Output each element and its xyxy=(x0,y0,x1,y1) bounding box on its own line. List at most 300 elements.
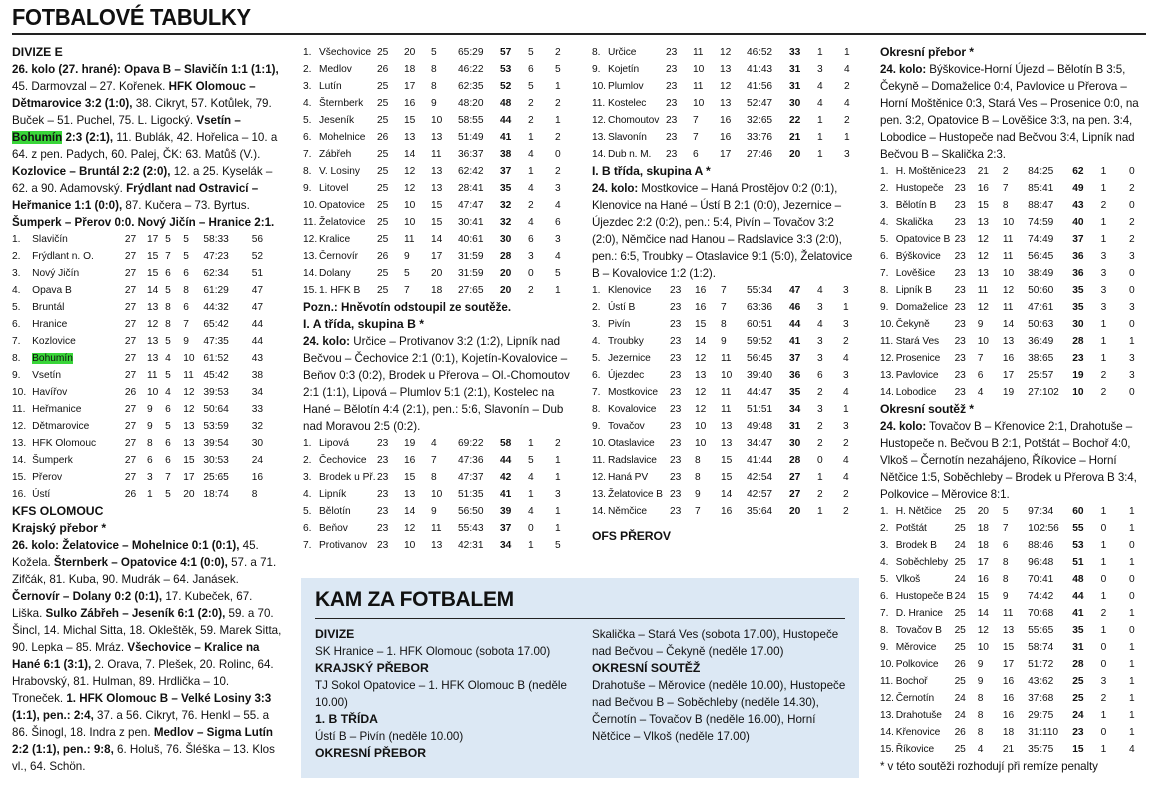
table-cell: 1. xyxy=(12,234,21,245)
table-cell: 5 xyxy=(528,455,534,466)
note-hnevotin: Pozn.: Hněvotín odstoupil ze soutěže. xyxy=(303,301,512,314)
table-cell: 62:35 xyxy=(458,81,484,92)
table-cell: 12 xyxy=(720,47,732,58)
table-cell: 2 xyxy=(843,506,849,517)
table-cell: 39 xyxy=(500,506,512,517)
table-cell: 5 xyxy=(183,251,189,262)
table-cell: 12 xyxy=(183,404,195,415)
table-cell: Chomoutov xyxy=(608,115,660,126)
table-cell: Medlov xyxy=(319,64,352,75)
box-divider xyxy=(315,618,845,619)
table-cell: 31:110 xyxy=(1028,727,1058,738)
table-cell: 8. xyxy=(303,166,312,177)
table-cell: 1 xyxy=(817,149,823,160)
table-cell: 1 xyxy=(528,438,534,449)
table-row xyxy=(12,265,282,282)
table-cell: 11 xyxy=(693,47,704,58)
table-cell: 7 xyxy=(183,319,189,330)
table-row xyxy=(12,469,282,486)
table-cell: 45:42 xyxy=(203,370,229,381)
result-scorers: Tovačov B – Křenovice 2:1, Drahotuše – Hustopeče n. Bečvou B 2:1, Potštát – Bochoř 4:0, Vlkoš – Černotín nezahájeno, Říkovice – Horní Nětčice 1:5, Soběchleby – Brodek u Přerova B 3:4, Polkovice – Měrovice 8:1. xyxy=(880,420,1137,501)
table-cell: 11 xyxy=(721,387,732,398)
table-cell: 35 xyxy=(500,183,512,194)
table-cell: 1 xyxy=(1100,336,1107,347)
table-cell: 25 xyxy=(954,557,966,568)
table-cell: 48 xyxy=(1072,574,1084,585)
table-row xyxy=(592,61,862,78)
table-cell: 13 xyxy=(1002,336,1015,347)
table-cell: Stará Ves xyxy=(895,336,940,347)
table-row xyxy=(592,129,862,146)
table-cell: 19 xyxy=(404,438,416,449)
table-cell: 3. xyxy=(880,200,889,211)
table-cell: 25 xyxy=(954,625,966,636)
divize-e-table xyxy=(12,231,282,503)
table-cell: 32:65 xyxy=(747,115,772,126)
table-cell: 10 xyxy=(183,353,195,364)
b-trida-results xyxy=(592,180,860,282)
table-cell: H. Nětčice xyxy=(895,506,942,517)
table-cell: 25 xyxy=(377,234,389,245)
table-row xyxy=(303,61,573,78)
table-cell: 5. xyxy=(303,506,312,517)
table-cell: 27 xyxy=(124,421,137,432)
table-cell: 65:42 xyxy=(203,319,229,330)
table-cell: 1 xyxy=(817,132,823,143)
table-cell: 14. xyxy=(592,149,606,160)
table-cell: 23 xyxy=(954,166,966,177)
table-cell: 16 xyxy=(720,115,732,126)
table-cell: 44 xyxy=(251,319,264,330)
result-bold: Vsetín – xyxy=(196,114,241,127)
table-cell: D. Hranice xyxy=(895,608,943,619)
table-cell: 15 xyxy=(695,319,707,330)
table-cell: 3 xyxy=(1129,370,1135,381)
table-cell: 3 xyxy=(555,183,561,194)
table-cell: 9 xyxy=(695,489,701,500)
table-cell: Slavičín xyxy=(32,234,68,245)
result-scorers: 59. a 70. Šincl, 14. Michal Sitta, 18. Okleštěk, 59. Marek Sitta, 90. Lepka – 85. Mráz. xyxy=(12,607,282,654)
table-cell: 1 xyxy=(1129,659,1135,670)
table-cell: 11 xyxy=(431,523,442,534)
table-cell: Prosenice xyxy=(895,353,941,364)
table-row xyxy=(303,129,573,146)
table-cell: 14. xyxy=(12,455,27,466)
table-cell: HFK Olomouc xyxy=(32,438,97,449)
table-cell: 25 xyxy=(377,81,389,92)
table-cell: 25 xyxy=(377,268,389,279)
table-cell: 25 xyxy=(377,183,389,194)
table-cell: 3. xyxy=(592,319,601,330)
table-cell: 1 xyxy=(1129,506,1135,517)
table-cell: 21 xyxy=(977,166,989,177)
table-cell: Domaželice xyxy=(895,302,948,313)
table-cell: 27 xyxy=(789,472,801,483)
table-cell: 16 xyxy=(251,472,264,483)
table-cell: 27 xyxy=(124,336,137,347)
table-row xyxy=(12,350,282,367)
table-cell: Skalička xyxy=(895,217,933,228)
table-cell: 10 xyxy=(431,489,443,500)
table-cell: 102:56 xyxy=(1028,523,1059,534)
table-row xyxy=(880,639,1148,656)
table-cell: Želatovice B xyxy=(608,489,663,500)
table-cell: 0 xyxy=(555,149,561,160)
table-cell: 0 xyxy=(817,455,823,466)
table-cell: 9. xyxy=(303,183,312,194)
table-cell: 10. xyxy=(592,438,606,449)
table-cell: Bělotín xyxy=(319,506,351,517)
table-cell: 17 xyxy=(183,472,195,483)
table-cell: Troubky xyxy=(608,336,644,347)
kam-match: SK Hranice – 1. HFK Olomouc (sobota 17.00) xyxy=(315,645,551,658)
result-item xyxy=(880,63,1139,161)
table-cell: 7. xyxy=(880,608,889,619)
table-cell: Beňov xyxy=(319,523,348,534)
table-cell: 27 xyxy=(124,438,137,449)
table-cell: 10 xyxy=(695,438,707,449)
table-cell: 7. xyxy=(880,268,889,279)
table-cell: 14 xyxy=(1002,319,1015,330)
table-cell: 61:52 xyxy=(203,353,229,364)
table-cell: Újezdec xyxy=(608,370,645,381)
table-row xyxy=(12,299,282,316)
table-cell: 23 xyxy=(666,47,678,58)
table-row xyxy=(880,707,1148,724)
table-row xyxy=(880,299,1148,316)
table-cell: 8. xyxy=(592,47,601,58)
table-cell: 47:37 xyxy=(458,472,484,483)
highlighted-team: Bohumín xyxy=(32,353,73,364)
table-cell: 2 xyxy=(1100,370,1107,381)
table-cell: 26 xyxy=(377,64,389,75)
table-cell: 8 xyxy=(183,285,189,296)
table-cell: 15 xyxy=(146,251,159,262)
table-cell: 1 xyxy=(1129,693,1135,704)
table-cell: 6 xyxy=(1002,540,1009,551)
table-row xyxy=(303,486,573,503)
table-row xyxy=(880,605,1148,622)
table-cell: 55:43 xyxy=(458,523,484,534)
table-row xyxy=(880,724,1148,741)
masthead xyxy=(12,3,1146,35)
table-cell: 3 xyxy=(528,251,534,262)
table-row xyxy=(12,333,282,350)
table-cell: 11 xyxy=(431,149,442,160)
table-cell: 3 xyxy=(1129,302,1135,313)
table-cell: 18 xyxy=(977,540,989,551)
table-cell: 3 xyxy=(555,234,561,245)
table-cell: 38:49 xyxy=(1028,268,1054,279)
table-cell: 8 xyxy=(1002,557,1009,568)
result-bold: Sulko Zábřeh – Jeseník 6:1 (2:0), xyxy=(45,607,226,620)
table-cell: 12. xyxy=(303,234,318,245)
table-cell: 1 xyxy=(1129,523,1135,534)
table-cell: 9. xyxy=(880,302,889,313)
table-cell: 28 xyxy=(500,251,512,262)
table-cell: 4 xyxy=(977,387,984,398)
table-row xyxy=(303,163,573,180)
column-3 xyxy=(592,44,860,545)
table-cell: 2 xyxy=(817,489,823,500)
section-heading-a-trida: I. A třída, skupina B * xyxy=(303,317,424,331)
table-row xyxy=(880,520,1148,537)
table-cell: 4 xyxy=(165,353,171,364)
table-cell: 12 xyxy=(146,319,159,330)
table-cell: 9. xyxy=(592,64,601,75)
table-cell: 1 xyxy=(1129,642,1135,653)
table-cell: Potštát xyxy=(895,523,927,534)
table-cell: 0 xyxy=(528,523,534,534)
table-cell: 14 xyxy=(431,234,443,245)
table-cell: 74:42 xyxy=(1028,591,1054,602)
table-cell: 6 xyxy=(165,404,171,415)
okresni-soutez-table xyxy=(880,503,1148,758)
table-cell: 23 xyxy=(666,81,678,92)
table-cell: 13 xyxy=(431,166,443,177)
table-row xyxy=(303,452,573,469)
table-row xyxy=(880,248,1148,265)
table-cell: 0 xyxy=(1129,268,1135,279)
table-cell: 56:45 xyxy=(1028,251,1054,262)
table-cell: 23 xyxy=(377,455,389,466)
table-cell: 4 xyxy=(528,183,534,194)
table-cell: 9 xyxy=(146,421,153,432)
krajsky-prebor-results xyxy=(12,537,282,775)
table-cell: 27 xyxy=(124,251,137,262)
table-cell: 1 xyxy=(1100,319,1107,330)
table-cell: 30:53 xyxy=(203,455,229,466)
table-cell: 60:51 xyxy=(747,319,772,330)
table-cell: 25 xyxy=(954,676,966,687)
table-cell: 20 xyxy=(977,506,989,517)
table-cell: 31 xyxy=(1072,642,1084,653)
table-cell: 2 xyxy=(555,438,561,449)
table-cell: 41 xyxy=(500,132,512,143)
table-row xyxy=(880,180,1148,197)
kam-heading: OKRESNÍ SOUTĚŽ xyxy=(592,661,701,675)
table-row xyxy=(303,197,573,214)
a-trida-table xyxy=(303,435,573,554)
table-row xyxy=(592,384,860,401)
table-row xyxy=(880,571,1148,588)
table-cell: 7 xyxy=(431,455,437,466)
table-cell: 43 xyxy=(251,353,264,364)
table-row xyxy=(592,418,860,435)
table-cell: 13 xyxy=(404,132,416,143)
table-cell: 36 xyxy=(1072,268,1084,279)
table-cell: 17 xyxy=(977,557,989,568)
table-cell: Kozlovice xyxy=(32,336,76,347)
table-cell: 44:32 xyxy=(203,302,229,313)
table-cell: 4 xyxy=(844,98,850,109)
table-cell: 5. xyxy=(12,302,21,313)
table-cell: 11. xyxy=(12,404,26,415)
subheading-okresni-prebor: Okresní přebor * xyxy=(880,45,974,59)
table-cell: 52:47 xyxy=(747,98,772,109)
table-cell: 4 xyxy=(528,472,534,483)
table-cell: 16 xyxy=(720,132,732,143)
table-cell: 11. xyxy=(592,455,606,466)
table-cell: 23 xyxy=(670,387,682,398)
table-cell: 4. xyxy=(880,217,889,228)
page-title: FOTBALOVÉ TABULKY xyxy=(12,4,251,30)
table-cell: 20 xyxy=(789,506,801,517)
table-cell: 15 xyxy=(721,455,733,466)
table-cell: 2 xyxy=(844,81,850,92)
table-cell: 62 xyxy=(1072,166,1084,177)
table-cell: 8 xyxy=(251,489,258,500)
table-cell: 25 xyxy=(377,285,389,296)
table-cell: 1 xyxy=(843,404,849,415)
kam-heading: DIVIZE xyxy=(315,627,355,641)
table-cell: 25 xyxy=(954,744,966,755)
table-cell: 53:59 xyxy=(203,421,229,432)
table-cell: Ústí xyxy=(32,489,51,500)
table-cell: 7 xyxy=(695,506,701,517)
table-cell: 0 xyxy=(1129,200,1135,211)
table-cell: 15. xyxy=(12,472,27,483)
table-cell: 25 xyxy=(377,149,389,160)
okresni-prebor-table xyxy=(880,163,1148,401)
table-cell: 36:49 xyxy=(1028,336,1054,347)
table-cell: 12. xyxy=(592,472,606,483)
table-cell: 52 xyxy=(500,81,512,92)
table-cell: 15 xyxy=(977,200,989,211)
table-cell: 36:37 xyxy=(458,149,484,160)
result-bold: Kozlovice – Bruntál 2:2 (2:0), xyxy=(12,165,171,178)
table-cell: 1 xyxy=(1100,234,1107,245)
table-cell: 13. xyxy=(880,370,894,381)
table-cell: 15 xyxy=(404,472,416,483)
table-cell: Klenovice xyxy=(608,285,652,296)
table-cell: 10 xyxy=(146,387,159,398)
a-trida-results xyxy=(303,333,573,435)
table-cell: Černovír xyxy=(319,251,359,262)
table-cell: 39:54 xyxy=(203,438,229,449)
table-cell: 12 xyxy=(695,387,707,398)
table-cell: 7 xyxy=(165,472,171,483)
table-cell: 1 xyxy=(1129,727,1135,738)
kam-heading: KRAJSKÝ PŘEBOR xyxy=(315,661,429,675)
table-cell: 7 xyxy=(693,115,699,126)
table-cell: 8. xyxy=(12,353,21,364)
table-cell: 22 xyxy=(789,115,801,126)
table-cell: 1 xyxy=(555,506,561,517)
table-cell: 42:31 xyxy=(458,540,484,551)
table-cell: 12 xyxy=(404,183,416,194)
table-cell: 8 xyxy=(695,472,701,483)
kam-right-column xyxy=(592,626,848,745)
table-cell: 2 xyxy=(528,285,534,296)
table-row xyxy=(592,112,862,129)
table-cell: 7. xyxy=(12,336,21,347)
table-cell: 59:52 xyxy=(747,336,772,347)
table-cell: Lipová xyxy=(319,438,350,449)
result-item xyxy=(12,216,274,229)
table-cell: 16 xyxy=(695,302,707,313)
table-cell: 35 xyxy=(1072,302,1084,313)
table-cell: 1 xyxy=(1100,557,1107,568)
table-cell: 49 xyxy=(1072,183,1084,194)
table-cell: 7 xyxy=(721,302,727,313)
table-cell: Říkovice xyxy=(895,744,935,755)
table-cell: 6 xyxy=(146,455,153,466)
table-cell: 23 xyxy=(954,285,966,296)
table-cell: 2 xyxy=(1129,234,1135,245)
table-cell: 18:74 xyxy=(203,489,229,500)
table-cell: Frýdlant n. O. xyxy=(32,251,94,262)
table-cell: 1 xyxy=(555,115,561,126)
table-cell: 0 xyxy=(1129,574,1135,585)
table-cell: 1. xyxy=(303,438,312,449)
table-cell: 4 xyxy=(844,64,850,75)
table-cell: 1 xyxy=(817,472,823,483)
table-cell: Brodek B xyxy=(895,540,937,551)
table-cell: 28 xyxy=(789,455,801,466)
kam-match: Drahotuše – Měrovice (neděle 10.00), Hustopeče nad Bečvou B – Soběchleby (neděle 14.30), Černotín – Tovačov B (neděle 16.00), Horní Nětčice – Vlkoš (neděle 17.00) xyxy=(592,679,846,743)
table-cell: 21 xyxy=(1002,744,1015,755)
table-cell: Šumperk xyxy=(32,455,73,466)
table-cell: 13 xyxy=(146,353,159,364)
table-cell: 2. xyxy=(12,251,21,262)
table-cell: 15. xyxy=(880,744,894,755)
table-cell: V. Losiny xyxy=(319,166,360,177)
table-cell: 32 xyxy=(251,421,264,432)
table-cell: 44 xyxy=(251,336,264,347)
table-cell: 11. xyxy=(303,217,317,228)
table-cell: 1 xyxy=(1100,710,1107,721)
table-cell: 23 xyxy=(377,438,389,449)
table-cell: Jezernice xyxy=(608,353,651,364)
table-row xyxy=(880,214,1148,231)
table-row xyxy=(12,418,282,435)
table-cell: 4 xyxy=(555,251,561,262)
column-1 xyxy=(12,44,282,775)
krajsky-prebor-table xyxy=(303,44,573,299)
table-cell: 10. xyxy=(592,81,606,92)
table-cell: 10 xyxy=(693,64,705,75)
table-cell: 25 xyxy=(377,47,389,58)
table-cell: 10 xyxy=(693,98,705,109)
table-cell: 11 xyxy=(977,285,989,296)
table-cell: 30 xyxy=(500,234,512,245)
table-cell: 13 xyxy=(720,64,732,75)
result-scorers: 87. Kučera – 73. Byrtus. xyxy=(122,199,250,212)
table-cell: 35 xyxy=(789,387,801,398)
table-cell: 1 xyxy=(528,489,534,500)
table-cell: 12. xyxy=(880,353,894,364)
table-cell: 4 xyxy=(817,319,823,330)
table-row xyxy=(880,163,1148,180)
table-cell: 16 xyxy=(721,506,733,517)
table-cell: 37 xyxy=(500,166,512,177)
table-cell: 13 xyxy=(721,421,733,432)
table-row xyxy=(880,673,1148,690)
table-cell: 37 xyxy=(1072,234,1084,245)
table-cell: 23 xyxy=(670,438,682,449)
result-bold: Medlov – Sigma Lutín 2:2 (1:1), pen.: 9:8, xyxy=(12,726,273,756)
table-cell: 3 xyxy=(1100,676,1107,687)
table-cell: 8 xyxy=(1002,200,1009,211)
table-cell: 9 xyxy=(977,319,984,330)
table-cell: 10 xyxy=(1072,387,1084,398)
table-cell: 46:52 xyxy=(747,47,772,58)
table-cell: 23 xyxy=(666,64,678,75)
table-cell: 2 xyxy=(817,438,823,449)
table-cell: 42:57 xyxy=(747,489,772,500)
table-cell: 10 xyxy=(977,336,989,347)
